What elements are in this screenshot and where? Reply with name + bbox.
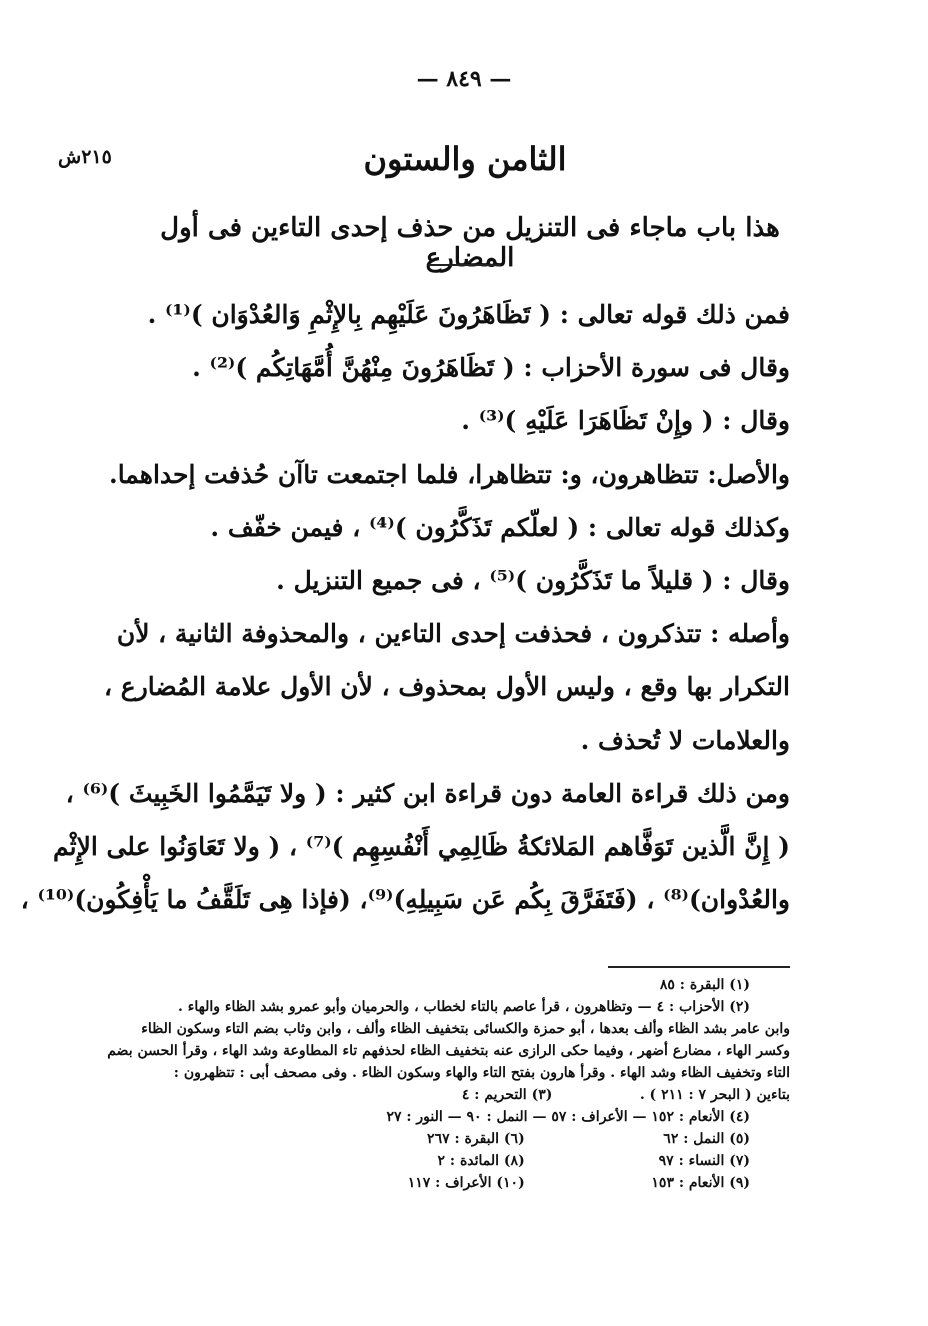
body-line: وقال : ( قليلاً ما تَذَكَّرُون )⁽⁵⁾ ، فى جميع التنزيل .: [276, 565, 790, 595]
body-line: التكرار بها وقع ، وليس الأول بمحذوف ، لأن الأول علامة المُضارع ،: [104, 672, 790, 702]
body-line: والعُدْوان)⁽⁸⁾ ، (فَتَفَرَّقَ بِكُم عَن سَبِيلِهِ)⁽⁹⁾، (فإذا هِى تَلَقَّفُ ما يَأْفِكُون)⁽¹⁰⁾ ،: [20, 885, 790, 915]
footnote-2-line: التاء وتخفيف الظاء وشد الهاء . وقرأ هارون بفتح التاء والهاء وسكون الظاء . وفى مصحف أبى : تتظهرون :: [173, 1065, 790, 1081]
footnote-row: [110, 1150, 790, 1172]
body-line: فمن ذلك قوله تعالى : ( تَظَاهَرُونَ عَلَيْهِم بِالإِثْمِ وَالعُدْوَان )⁽¹⁾ .: [147, 300, 790, 329]
footnote-10: (١٠) الأعراف : ١١٧: [407, 1175, 525, 1191]
chapter-title: الثامن والستون: [363, 140, 567, 178]
page-number: — ٨٤٩ —: [416, 66, 512, 92]
footnote-divider: [608, 966, 790, 968]
footnote-7: (٧) النساء : ٩٧: [658, 1153, 750, 1169]
body-line: وقال : ( وإِنْ تَظَاهَرَا عَلَيْهِ )⁽³⁾ .: [461, 406, 790, 436]
footnote-3: (٣) التحريم : ٤: [461, 1087, 553, 1103]
body-line: وقال فى سورة الأحزاب : ( تَظَاهَرُونَ مِنْهُنَّ أُمَّهَاتِكُم )⁽²⁾ .: [192, 353, 790, 383]
footnote-8: (٨) المائدة : ٢: [437, 1153, 525, 1169]
footnote-row: [110, 1084, 790, 1106]
footnote-6: (٦) البقرة : ٢٦٧: [427, 1131, 525, 1147]
footnote-9: (٩) الأنعام : ١٥٣: [651, 1175, 750, 1191]
footnote-1: (١) البقرة : ٨٥: [659, 977, 750, 993]
heading-divider: [428, 264, 500, 266]
footnote-5: (٥) النمل : ٦٢: [663, 1131, 750, 1147]
section-heading: هذا باب ماجاء فى التنزيل من حذف إحدى التاءين فى أول المضارع: [160, 213, 780, 273]
body-line: وكذلك قوله تعالى : ( لعلّكم تَذَكَّرُون )⁽⁴⁾ ، فيمن خفّف .: [210, 512, 790, 542]
footnote-row: [110, 1128, 790, 1150]
body-line: وأصله : تتذكرون ، فحذفت إحدى التاءين ، والمحذوفة الثانية ، لأن: [116, 619, 790, 649]
footnote-row: [110, 1106, 790, 1128]
footnote-2-line: وابن عامر بشد الظاء وألف بعدها ، أبو حمزة والكسائى بتخفيف الظاء وألف ، وابن وثاب بضم التاء وسكون الظاء: [141, 1021, 790, 1037]
body-text: [20, 288, 790, 926]
body-line: ( إِنَّ الَّذين تَوَفَّاهم المَلائكةُ ظَالِمِي أَنْفُسِهِم )⁽⁷⁾ ، ( ولا تَعَاوَنُوا على الإِثْم: [52, 831, 790, 861]
margin-note: ٢١٥ش: [58, 146, 112, 168]
body-line: ومن ذلك قراءة العامة دون قراءة ابن كثير : ( ولا تَيَمَّمُوا الخَبِيثَ )⁽⁶⁾ ،: [65, 778, 790, 808]
footnote-2-line: (٢) الأحزاب : ٤ — وتظاهرون ، قرأ عاصم بالتاء لخطاب ، والحرميان وأبو عمرو بشد الظاء والهاء .: [178, 999, 750, 1015]
footnotes: [107, 974, 790, 1194]
body-line: والعلامات لا تُحذف .: [580, 725, 790, 755]
footnote-2-end: بتاءين ( البحر ٧ : ٢١١ ) .: [639, 1087, 790, 1103]
body-line: والأصل: تتظاهرون، و: تتظاهرا، فلما اجتمعت تاآن حُذفت إحداهما.: [108, 459, 790, 489]
footnote-4: (٤) الأنعام : ١٥٢ — الأعراف : ٥٧ — النمل : ٩٠ — النور : ٢٧: [386, 1109, 750, 1125]
footnote-2-line: وكسر الهاء ، مضارع أضهر ، وفيما حكى الرازى عنه بتخفيف الظاء لحذفهم تاء المطاوعة وشد الهاء ، وقرأ الحسن بضم: [107, 1043, 790, 1059]
footnote-row: [110, 1172, 790, 1194]
